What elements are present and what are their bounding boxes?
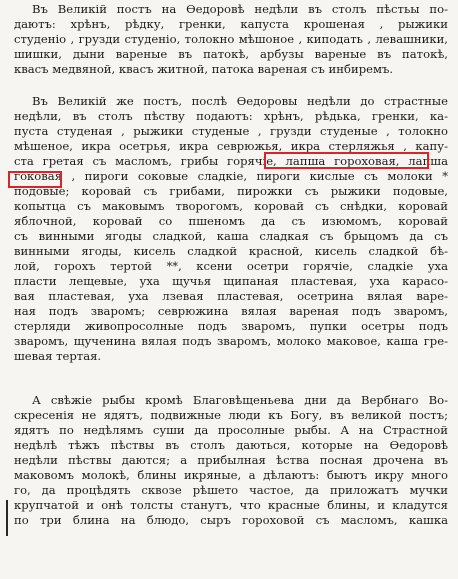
text-line: ста гретая съ масломъ, грибы горячіе, лапша гороховая, лапша: [14, 154, 448, 168]
text-line: мѣшеное, икра осетрья, икра севрюжья, икра стерляжья , капу-: [14, 139, 448, 153]
text-line: яблочной, коровай со пшеномъ да съ изюмомъ, коровай: [14, 214, 448, 228]
text-line: шишки, дыни вареные въ патокѣ, арбузы вареные въ патокѣ,: [14, 47, 448, 61]
text-line: крупчатой и онѣ толсты станутъ, что красные блины, и кладутся: [14, 498, 448, 512]
text-line: вая пластевая, уха лзевая пластевая, осетрина вялая варе-: [14, 289, 448, 303]
text-line: студеніо , грузди студеніо, толокно мѣшоное , киподать , левашники,: [14, 32, 448, 46]
text-line: пуста студеная , рыжики студеные , грузди студеные , толокно: [14, 124, 448, 138]
text-line: скресенія не ядятъ, подвижные люди къ Богу, въ великой постъ;: [14, 408, 448, 422]
margin-rule: [6, 500, 8, 536]
text-line: недѣли, въ столъ пѣству подаютъ: хрѣнъ, рѣдька, гренки, ка-: [14, 109, 448, 123]
text-line: гоковая , пироги соковые сладкіе, пироги кислые съ молоки *: [14, 169, 448, 183]
text-line: даютъ: хрѣнъ, рѣдку, гренки, капуста крошеная , рыжики: [14, 17, 448, 31]
text-line: копытца съ маковымъ творогомъ, коровай съ снѣдки, коровай: [14, 199, 448, 213]
text-line: Въ Великій постъ на Ѳедоровѣ недѣли въ столъ пѣстьы по-: [32, 2, 448, 16]
text-line: го, да процѣдять сквозе рѣшето частое, да приложатъ мучки: [14, 483, 448, 497]
text-line: ядятъ по недѣлямъ суши да просолные рыбы. А на Страстной: [14, 423, 448, 437]
text-line: съ винными ягоды сладкой, каша сладкая съ брыцомъ да съ: [14, 229, 448, 243]
text-line: по три блина на блюдо, сыръ гороховой съ масломъ, кашка: [14, 513, 448, 527]
text-line: Въ Великій же постъ, послѣ Ѳедоровы недѣли до страстные: [32, 94, 448, 108]
text-line: квасъ медвяной, квасъ житной, патока вареная съ инбиремъ.: [14, 62, 394, 76]
text-line: шевая тертая.: [14, 349, 102, 363]
text-line: ная подъ зваромъ; севрюжина вялая вареная подъ зваромъ,: [14, 304, 448, 318]
highlight-box: [8, 171, 62, 188]
text-line: стерляди живопросолные подъ зваромъ, пупки осетры подъ: [14, 319, 448, 333]
text-line: недѣлѣ тѣжъ пѣствы въ столъ даються, которые на Ѳедоровѣ: [14, 438, 448, 452]
text-line: зваромъ, щученина вялая подъ зваромъ, молоко маковое, каша гре-: [14, 334, 448, 348]
text-line: винными ягоды, кисель сладкой красной, кисель сладкой бѣ-: [14, 244, 448, 258]
text-line: лой, горохъ тертой **, ксени осетри горячіе, сладкіе уха: [14, 259, 448, 273]
highlight-box: [264, 152, 429, 169]
text-line: маковомъ молокѣ, блины икряные, а дѣлаютъ: быютъ икру много: [14, 468, 448, 482]
text-line: подовые; коровай съ грибами, пирожки съ рыжики подовые,: [14, 184, 448, 198]
text-line: пласти лещевые, уха щучья щипаная пластевая, уха карасо-: [14, 274, 448, 288]
text-line: А свѣжіе рыбы кромѣ Благовѣщеньева дни да Вербнаго Во-: [32, 393, 448, 407]
text-line: недѣли пѣствы даются; а прибылная ѣства посная дрочена въ: [14, 453, 448, 467]
